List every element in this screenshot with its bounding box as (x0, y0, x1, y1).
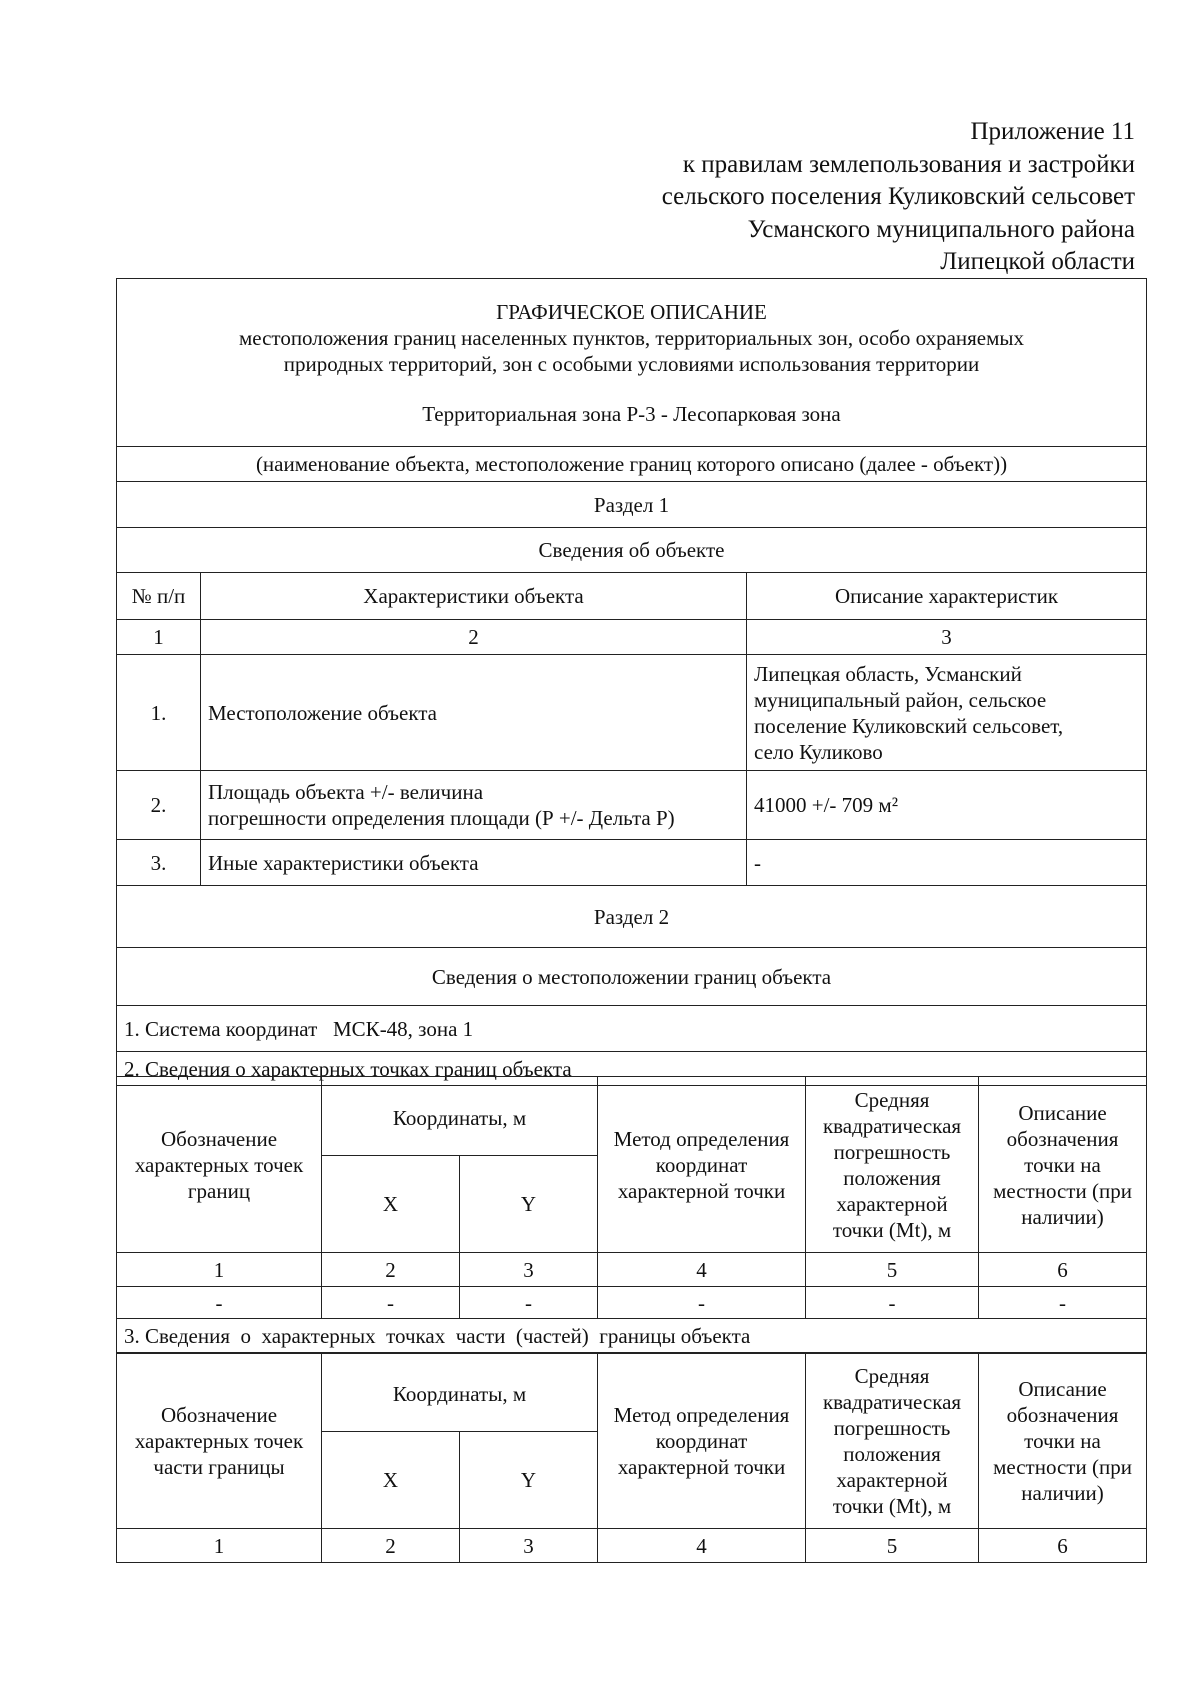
col-number: 1 (117, 620, 201, 655)
header-line: Средняя (854, 1363, 930, 1388)
value-line: муниципальный район, сельское (754, 687, 1047, 712)
col-number: 3 (460, 1529, 598, 1563)
header-line: погрешность (833, 1415, 951, 1440)
col-number: 1 (117, 1253, 322, 1287)
header-line: Метод определения (613, 1402, 790, 1427)
cell-value: - (806, 1287, 979, 1319)
col-number: 4 (598, 1253, 806, 1287)
table-row (117, 655, 1147, 771)
row-value: - (747, 840, 1147, 886)
col-header-coordinates: Координаты, м (322, 1353, 598, 1432)
header-line: погрешность (833, 1139, 951, 1164)
table-row (117, 840, 1147, 886)
header-line: Обозначение (160, 1126, 278, 1151)
header-line: Липецкой области (940, 248, 1135, 275)
header-line: квадратическая (822, 1389, 962, 1414)
header-line: обозначения (1006, 1126, 1119, 1151)
table-row (117, 1287, 1147, 1319)
header-line: Приложение 11 (970, 118, 1135, 145)
col-header-y: Y (460, 1432, 598, 1529)
col-header-point-designation (117, 1353, 322, 1529)
col-number: 3 (747, 620, 1147, 655)
col-header-method (598, 1077, 806, 1253)
col-header-point-description (979, 1353, 1147, 1529)
value-line: поселение Куликовский сельсовет, (754, 713, 1064, 738)
section1-title: Сведения об объекте (117, 528, 1147, 573)
section1-label: Раздел 1 (117, 482, 1147, 528)
section2-title: Сведения о местоположении границ объекта (117, 948, 1147, 1006)
section2-label: Раздел 2 (117, 886, 1147, 948)
coordinate-system: 1. Система координат МСК-48, зона 1 (117, 1006, 1147, 1052)
header-line: Средняя (854, 1087, 930, 1112)
col-header-point-designation (117, 1077, 322, 1253)
name-line: Площадь объекта +/- величина (208, 780, 484, 804)
parts-title: 3. Сведения о характерных точках части (частей) границы объекта (117, 1319, 1147, 1354)
title-heading: ГРАФИЧЕСКОЕ ОПИСАНИЕ (496, 299, 767, 324)
header-line: характерной (836, 1467, 948, 1492)
title-line: местоположения границ населенных пунктов, территориальных зон, особо охраняемых (238, 325, 1025, 350)
object-caption: (наименование объекта, местоположение границ которого описано (далее - объект)) (117, 447, 1147, 482)
header-line: наличии) (1021, 1480, 1104, 1505)
row-num: 1. (117, 655, 201, 771)
header-line: Описание (1018, 1376, 1107, 1401)
cell-value: - (322, 1287, 460, 1319)
header-line: координат (655, 1152, 748, 1177)
col-number: 3 (460, 1253, 598, 1287)
header-line: характерных точек (134, 1428, 304, 1453)
row-value: 41000 +/- 709 м² (747, 771, 1147, 840)
header-line: положения (843, 1165, 941, 1190)
header-line: Усманского муниципального района (747, 215, 1135, 243)
header-line: местности (при (993, 1178, 1132, 1203)
header-line: координат (655, 1428, 748, 1453)
header-line: к правилам землепользования и застройки (682, 150, 1135, 178)
header-line: точки (Mt), м (832, 1493, 952, 1518)
col-header-point-description (979, 1077, 1147, 1253)
value-line: село Куликово (754, 739, 883, 764)
col-header-mean-error (806, 1353, 979, 1529)
header-line: части границы (153, 1454, 285, 1479)
col-header-x: X (322, 1432, 460, 1529)
main-table (116, 278, 1147, 1086)
col-number: 5 (806, 1253, 979, 1287)
col-header-y: Y (460, 1156, 598, 1253)
value-line: Липецкая область, Усманский (754, 661, 1022, 686)
col-number: 2 (201, 620, 747, 655)
cell-value: - (979, 1287, 1147, 1319)
col-number: 2 (322, 1529, 460, 1563)
object-name: Территориальная зона Р-3 - Лесопарковая зона (422, 401, 841, 426)
col-number: 6 (979, 1253, 1147, 1287)
table-row (117, 771, 1147, 840)
title-line: природных территорий, зон с особыми условиями использования территории (283, 351, 980, 376)
col-header-num: № п/п (117, 573, 201, 620)
header-line: Описание (1018, 1100, 1107, 1125)
cell-value: - (598, 1287, 806, 1319)
parts-table (116, 1352, 1147, 1563)
col-number: 6 (979, 1529, 1147, 1563)
col-number: 5 (806, 1529, 979, 1563)
header-line: характерных точек (134, 1152, 304, 1177)
col-number: 2 (322, 1253, 460, 1287)
row-name: Местоположение объекта (201, 655, 747, 771)
header-line: наличии) (1021, 1204, 1104, 1229)
appendix-header (662, 116, 1135, 279)
header-line: Обозначение (160, 1402, 278, 1427)
header-line: точки на (1024, 1152, 1101, 1177)
header-line: положения (843, 1441, 941, 1466)
cell-value: - (117, 1287, 322, 1319)
points-table (116, 1076, 1147, 1354)
title-block (117, 279, 1147, 447)
header-line: Метод определения (613, 1126, 790, 1151)
header-line: местности (при (993, 1454, 1132, 1479)
header-line: обозначения (1006, 1402, 1119, 1427)
row-value (747, 655, 1147, 771)
col-header-coordinates: Координаты, м (322, 1077, 598, 1156)
header-line: характерной точки (617, 1454, 786, 1479)
header-line: точки на (1024, 1428, 1101, 1453)
header-line: сельского поселения Куликовский сельсовет (661, 183, 1135, 210)
cell-value: - (460, 1287, 598, 1319)
header-line: границ (187, 1178, 251, 1203)
row-name: Иные характеристики объекта (201, 840, 747, 886)
col-header-mean-error (806, 1077, 979, 1253)
header-line: квадратическая (822, 1113, 962, 1138)
col-header-characteristics: Характеристики объекта (201, 573, 747, 620)
header-line: характерной точки (617, 1178, 786, 1203)
name-line: погрешности определения площади (Р +/- Дельта Р) (208, 806, 675, 830)
header-line: характерной (836, 1191, 948, 1216)
col-number: 4 (598, 1529, 806, 1563)
col-number: 1 (117, 1529, 322, 1563)
col-header-x: X (322, 1156, 460, 1253)
row-num: 3. (117, 840, 201, 886)
header-line: точки (Mt), м (832, 1217, 952, 1242)
col-header-method (598, 1353, 806, 1529)
row-name (201, 771, 747, 840)
points-title: 2. Сведения о характерных точках границ объекта (117, 1052, 1147, 1086)
col-header-description: Описание характеристик (747, 573, 1147, 620)
row-num: 2. (117, 771, 201, 840)
